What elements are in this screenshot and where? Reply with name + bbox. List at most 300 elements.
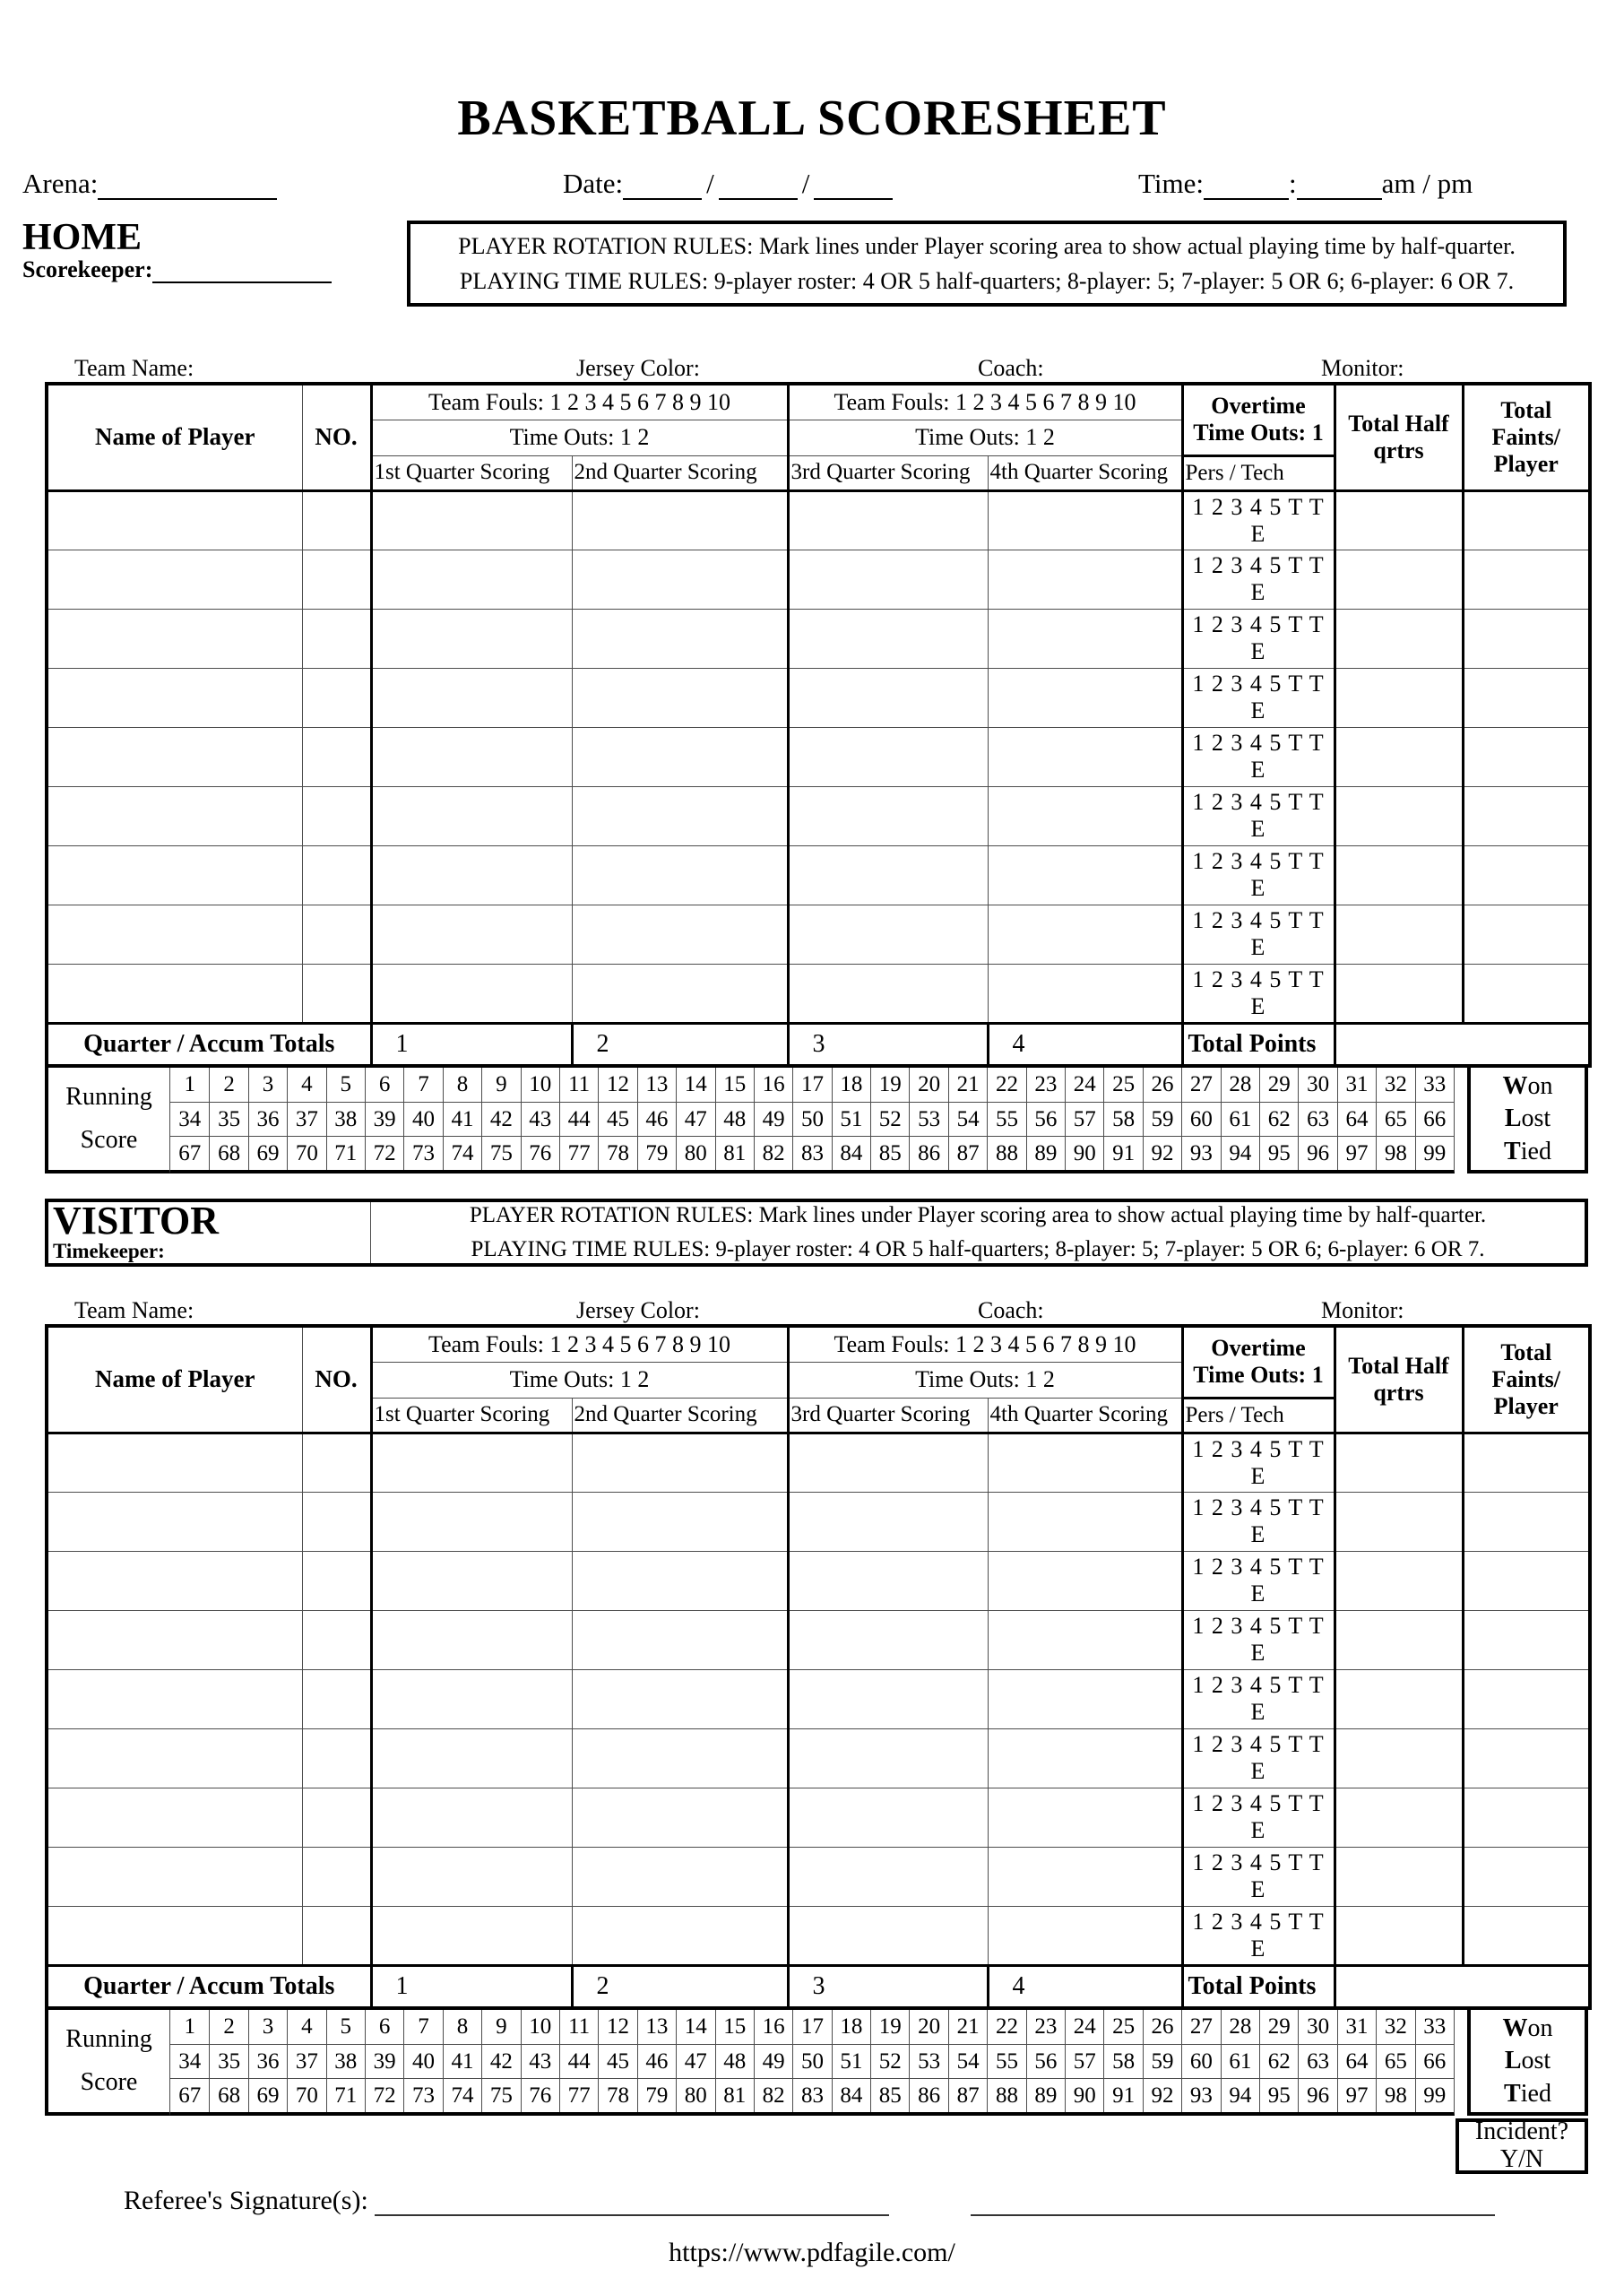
personal-tech-fouls-cell[interactable]: 1 2 3 4 5 T T E — [1182, 845, 1335, 905]
running-score-cell[interactable]: 89 — [1026, 1136, 1065, 1170]
player-name-cell[interactable] — [47, 964, 302, 1023]
running-score-cell[interactable]: 15 — [715, 2010, 754, 2044]
running-score-cell[interactable]: 66 — [1415, 1102, 1454, 1136]
running-score-cell[interactable]: 93 — [1181, 2078, 1220, 2112]
q4-scoring-cell[interactable] — [988, 1847, 1182, 1906]
running-score-cell[interactable]: 76 — [521, 2078, 559, 2112]
running-score-cell[interactable]: 98 — [1376, 1136, 1414, 1170]
running-score-cell[interactable]: 34 — [170, 2044, 209, 2078]
running-score-cell[interactable]: 14 — [676, 2010, 714, 2044]
personal-tech-fouls-cell[interactable]: 1 2 3 4 5 T T E — [1182, 1669, 1335, 1728]
q2-scoring-cell[interactable] — [572, 550, 788, 609]
running-score-cell[interactable]: 32 — [1376, 2010, 1414, 2044]
player-number-cell[interactable] — [302, 964, 371, 1023]
running-score-cell[interactable]: 29 — [1259, 2010, 1298, 2044]
running-score-cell[interactable]: 45 — [598, 1102, 636, 1136]
personal-tech-fouls-cell[interactable]: 1 2 3 4 5 T T E — [1182, 727, 1335, 786]
personal-tech-fouls-cell[interactable]: 1 2 3 4 5 T T E — [1182, 1610, 1335, 1669]
running-score-cell[interactable]: 20 — [909, 1068, 947, 1102]
q2-scoring-cell[interactable] — [572, 1728, 788, 1788]
team-fouls-header-first-half[interactable]: Team Fouls: 1 2 3 4 5 6 7 8 9 10 — [371, 384, 788, 420]
running-score-cell[interactable]: 38 — [326, 1102, 365, 1136]
running-score-cell[interactable]: 74 — [443, 1136, 481, 1170]
running-score-cell[interactable]: 35 — [209, 1102, 247, 1136]
running-score-cell[interactable]: 50 — [792, 2044, 831, 2078]
running-score-cell[interactable]: 86 — [909, 1136, 947, 1170]
running-score-cell[interactable]: 42 — [481, 1102, 520, 1136]
running-score-cell[interactable]: 58 — [1103, 2044, 1142, 2078]
running-score-cell[interactable]: 63 — [1298, 2044, 1336, 2078]
personal-tech-fouls-cell[interactable]: 1 2 3 4 5 T T E — [1182, 1788, 1335, 1847]
running-score-cell[interactable]: 41 — [443, 2044, 481, 2078]
running-score-cell[interactable]: 80 — [676, 1136, 714, 1170]
running-score-cell[interactable]: 28 — [1221, 1068, 1259, 1102]
total-fouls-player-cell[interactable] — [1463, 1551, 1590, 1610]
total-fouls-player-cell[interactable] — [1463, 964, 1590, 1023]
q1-scoring-cell[interactable] — [371, 1847, 572, 1906]
q4-scoring-cell[interactable] — [988, 1728, 1182, 1788]
running-score-cell[interactable]: 36 — [248, 2044, 287, 2078]
personal-tech-fouls-cell[interactable]: 1 2 3 4 5 T T E — [1182, 786, 1335, 845]
running-score-cell[interactable]: 27 — [1181, 2010, 1220, 2044]
running-score-cell[interactable]: 98 — [1376, 2078, 1414, 2112]
player-number-cell[interactable] — [302, 1847, 371, 1906]
running-score-cell[interactable]: 56 — [1026, 1102, 1065, 1136]
running-score-cell[interactable]: 6 — [365, 2010, 403, 2044]
total-half-qtrs-cell[interactable] — [1335, 550, 1463, 609]
running-score-cell[interactable]: 90 — [1065, 1136, 1103, 1170]
running-score-cell[interactable]: 62 — [1259, 2044, 1298, 2078]
total-fouls-player-cell[interactable] — [1463, 1788, 1590, 1847]
q4-scoring-cell[interactable] — [988, 1610, 1182, 1669]
running-score-cell[interactable]: 92 — [1143, 1136, 1181, 1170]
running-score-cell[interactable]: 85 — [870, 2078, 909, 2112]
running-score-cell[interactable]: 39 — [365, 1102, 403, 1136]
running-score-cell[interactable]: 50 — [792, 1102, 831, 1136]
q4-scoring-cell[interactable] — [988, 668, 1182, 727]
running-score-cell[interactable]: 69 — [248, 1136, 287, 1170]
player-name-cell[interactable] — [47, 1433, 302, 1492]
total-fouls-player-cell[interactable] — [1463, 905, 1590, 964]
running-score-cell[interactable]: 60 — [1181, 1102, 1220, 1136]
running-score-cell[interactable]: 4 — [287, 2010, 325, 2044]
incident-yn-option[interactable]: Y/N — [1499, 2145, 1544, 2173]
running-score-cell[interactable]: 31 — [1337, 2010, 1376, 2044]
q3-scoring-cell[interactable] — [788, 609, 988, 668]
running-score-cell[interactable]: 77 — [559, 2078, 598, 2112]
player-name-cell[interactable] — [47, 1906, 302, 1965]
personal-tech-fouls-cell[interactable]: 1 2 3 4 5 T T E — [1182, 1728, 1335, 1788]
q2-scoring-cell[interactable] — [572, 668, 788, 727]
total-fouls-player-cell[interactable] — [1463, 668, 1590, 727]
date-day-line[interactable] — [719, 171, 798, 200]
running-score-cell[interactable]: 25 — [1103, 1068, 1142, 1102]
q3-scoring-cell[interactable] — [788, 727, 988, 786]
running-score-cell[interactable]: 90 — [1065, 2078, 1103, 2112]
running-score-cell[interactable]: 99 — [1415, 1136, 1454, 1170]
running-score-cell[interactable]: 94 — [1221, 2078, 1259, 2112]
running-score-cell[interactable]: 35 — [209, 2044, 247, 2078]
running-score-cell[interactable]: 12 — [598, 1068, 636, 1102]
q4-scoring-cell[interactable] — [988, 1906, 1182, 1965]
running-score-cell[interactable]: 3 — [248, 2010, 287, 2044]
running-score-cell[interactable]: 73 — [403, 2078, 442, 2112]
total-fouls-player-cell[interactable] — [1463, 1906, 1590, 1965]
total-half-qtrs-cell[interactable] — [1335, 727, 1463, 786]
running-score-cell[interactable]: 82 — [754, 1136, 792, 1170]
lost-option[interactable]: Lost — [1504, 2047, 1551, 2074]
running-score-cell[interactable]: 43 — [521, 1102, 559, 1136]
running-score-cell[interactable]: 94 — [1221, 1136, 1259, 1170]
running-score-cell[interactable]: 59 — [1143, 2044, 1181, 2078]
running-score-cell[interactable]: 16 — [754, 1068, 792, 1102]
total-fouls-player-cell[interactable] — [1463, 727, 1590, 786]
q1-scoring-cell[interactable] — [371, 1788, 572, 1847]
player-number-cell[interactable] — [302, 490, 371, 550]
q1-scoring-cell[interactable] — [371, 1906, 572, 1965]
running-score-cell[interactable]: 31 — [1337, 1068, 1376, 1102]
running-score-cell[interactable]: 40 — [403, 2044, 442, 2078]
won-option[interactable]: Won — [1502, 2014, 1553, 2042]
quarter-2-total-cell[interactable]: 2 — [572, 1965, 788, 2008]
player-name-cell[interactable] — [47, 1788, 302, 1847]
timeouts-header-first-half[interactable]: Time Outs: 1 2 — [371, 1362, 788, 1398]
timeouts-header-second-half[interactable]: Time Outs: 1 2 — [788, 1362, 1182, 1398]
q3-scoring-cell[interactable] — [788, 1433, 988, 1492]
total-points-cell[interactable] — [1335, 1965, 1590, 2008]
running-score-cell[interactable]: 5 — [326, 2010, 365, 2044]
running-score-cell[interactable]: 16 — [754, 2010, 792, 2044]
running-score-cell[interactable]: 7 — [403, 2010, 442, 2044]
total-half-qtrs-cell[interactable] — [1335, 964, 1463, 1023]
running-score-cell[interactable]: 64 — [1337, 2044, 1376, 2078]
personal-tech-fouls-cell[interactable]: 1 2 3 4 5 T T E — [1182, 1492, 1335, 1551]
player-name-cell[interactable] — [47, 1669, 302, 1728]
total-half-qtrs-cell[interactable] — [1335, 1728, 1463, 1788]
q1-scoring-cell[interactable] — [371, 490, 572, 550]
running-score-cell[interactable]: 82 — [754, 2078, 792, 2112]
referee-signature-line-1[interactable] — [375, 2184, 889, 2216]
q1-scoring-cell[interactable] — [371, 905, 572, 964]
q1-scoring-cell[interactable] — [371, 786, 572, 845]
running-score-cell[interactable]: 75 — [481, 1136, 520, 1170]
player-number-cell[interactable] — [302, 845, 371, 905]
running-score-cell[interactable]: 37 — [287, 1102, 325, 1136]
running-score-cell[interactable]: 48 — [715, 2044, 754, 2078]
running-score-cell[interactable]: 57 — [1065, 2044, 1103, 2078]
overtime-timeouts-header[interactable] — [1182, 1326, 1335, 1398]
running-score-cell[interactable]: 9 — [481, 1068, 520, 1102]
running-score-cell[interactable]: 86 — [909, 2078, 947, 2112]
timeouts-header-first-half[interactable]: Time Outs: 1 2 — [371, 420, 788, 455]
total-half-qtrs-cell[interactable] — [1335, 1610, 1463, 1669]
running-score-cell[interactable]: 38 — [326, 2044, 365, 2078]
total-fouls-player-cell[interactable] — [1463, 1728, 1590, 1788]
quarter-1-total-cell[interactable]: 1 — [371, 1023, 572, 1066]
running-score-cell[interactable]: 54 — [948, 2044, 987, 2078]
quarter-4-total-cell[interactable]: 4 — [988, 1965, 1182, 2008]
running-score-cell[interactable]: 8 — [443, 1068, 481, 1102]
running-score-cell[interactable]: 27 — [1181, 1068, 1220, 1102]
running-score-cell[interactable]: 92 — [1143, 2078, 1181, 2112]
q3-scoring-cell[interactable] — [788, 1788, 988, 1847]
q3-scoring-cell[interactable] — [788, 1551, 988, 1610]
player-number-cell[interactable] — [302, 727, 371, 786]
running-score-cell[interactable]: 17 — [792, 1068, 831, 1102]
q2-scoring-cell[interactable] — [572, 786, 788, 845]
personal-tech-fouls-cell[interactable]: 1 2 3 4 5 T T E — [1182, 490, 1335, 550]
lost-option[interactable]: Lost — [1504, 1104, 1551, 1132]
running-score-cell[interactable]: 4 — [287, 1068, 325, 1102]
player-number-cell[interactable] — [302, 786, 371, 845]
player-name-cell[interactable] — [47, 1847, 302, 1906]
running-score-cell[interactable]: 65 — [1376, 2044, 1414, 2078]
running-score-cell[interactable]: 74 — [443, 2078, 481, 2112]
q2-scoring-cell[interactable] — [572, 1847, 788, 1906]
running-score-cell[interactable]: 76 — [521, 1136, 559, 1170]
q2-scoring-cell[interactable] — [572, 845, 788, 905]
team-fouls-header-second-half[interactable]: Team Fouls: 1 2 3 4 5 6 7 8 9 10 — [788, 1326, 1182, 1362]
total-half-qtrs-cell[interactable] — [1335, 1551, 1463, 1610]
running-score-cell[interactable]: 55 — [987, 1102, 1025, 1136]
running-score-cell[interactable]: 83 — [792, 1136, 831, 1170]
running-score-cell[interactable]: 72 — [365, 2078, 403, 2112]
running-score-cell[interactable]: 30 — [1298, 2010, 1336, 2044]
total-fouls-player-cell[interactable] — [1463, 1669, 1590, 1728]
q1-scoring-cell[interactable] — [371, 1492, 572, 1551]
q2-scoring-cell[interactable] — [572, 490, 788, 550]
running-score-cell[interactable]: 3 — [248, 1068, 287, 1102]
total-points-cell[interactable] — [1335, 1023, 1590, 1066]
q1-scoring-cell[interactable] — [371, 1433, 572, 1492]
running-score-cell[interactable]: 59 — [1143, 1102, 1181, 1136]
running-score-cell[interactable]: 10 — [521, 1068, 559, 1102]
running-score-cell[interactable]: 18 — [832, 2010, 870, 2044]
total-half-qtrs-cell[interactable] — [1335, 1669, 1463, 1728]
running-score-cell[interactable]: 64 — [1337, 1102, 1376, 1136]
running-score-cell[interactable]: 29 — [1259, 1068, 1298, 1102]
running-score-cell[interactable]: 34 — [170, 1102, 209, 1136]
total-fouls-player-cell[interactable] — [1463, 1433, 1590, 1492]
running-score-cell[interactable]: 24 — [1065, 2010, 1103, 2044]
player-number-cell[interactable] — [302, 905, 371, 964]
player-number-cell[interactable] — [302, 1728, 371, 1788]
total-fouls-player-cell[interactable] — [1463, 845, 1590, 905]
personal-tech-fouls-cell[interactable]: 1 2 3 4 5 T T E — [1182, 1906, 1335, 1965]
running-score-cell[interactable]: 21 — [948, 2010, 987, 2044]
running-score-cell[interactable]: 88 — [987, 1136, 1025, 1170]
team-fouls-header-first-half[interactable]: Team Fouls: 1 2 3 4 5 6 7 8 9 10 — [371, 1326, 788, 1362]
quarter-1-total-cell[interactable]: 1 — [371, 1965, 572, 2008]
running-score-cell[interactable]: 37 — [287, 2044, 325, 2078]
q3-scoring-cell[interactable] — [788, 1669, 988, 1728]
running-score-cell[interactable]: 47 — [676, 2044, 714, 2078]
running-score-cell[interactable]: 11 — [559, 1068, 598, 1102]
player-number-cell[interactable] — [302, 550, 371, 609]
running-score-cell[interactable]: 46 — [637, 1102, 676, 1136]
running-score-cell[interactable]: 61 — [1221, 2044, 1259, 2078]
player-number-cell[interactable] — [302, 1669, 371, 1728]
personal-tech-fouls-cell[interactable]: 1 2 3 4 5 T T E — [1182, 1551, 1335, 1610]
q1-scoring-cell[interactable] — [371, 1669, 572, 1728]
total-half-qtrs-cell[interactable] — [1335, 905, 1463, 964]
q3-scoring-cell[interactable] — [788, 964, 988, 1023]
running-score-cell[interactable]: 33 — [1415, 2010, 1454, 2044]
running-score-cell[interactable]: 67 — [170, 1136, 209, 1170]
running-score-cell[interactable]: 81 — [715, 2078, 754, 2112]
player-number-cell[interactable] — [302, 668, 371, 727]
running-score-cell[interactable]: 58 — [1103, 1102, 1142, 1136]
total-fouls-player-cell[interactable] — [1463, 1847, 1590, 1906]
overtime-timeouts-header[interactable] — [1182, 384, 1335, 455]
running-score-cell[interactable]: 60 — [1181, 2044, 1220, 2078]
date-month-line[interactable] — [623, 171, 702, 200]
q1-scoring-cell[interactable] — [371, 609, 572, 668]
running-score-cell[interactable]: 57 — [1065, 1102, 1103, 1136]
running-score-cell[interactable]: 19 — [870, 1068, 909, 1102]
personal-tech-fouls-cell[interactable]: 1 2 3 4 5 T T E — [1182, 905, 1335, 964]
running-score-cell[interactable]: 20 — [909, 2010, 947, 2044]
running-score-cell[interactable]: 42 — [481, 2044, 520, 2078]
quarter-3-total-cell[interactable]: 3 — [788, 1023, 988, 1066]
q4-scoring-cell[interactable] — [988, 1788, 1182, 1847]
running-score-cell[interactable]: 78 — [598, 1136, 636, 1170]
player-name-cell[interactable] — [47, 1728, 302, 1788]
running-score-cell[interactable]: 70 — [287, 2078, 325, 2112]
player-name-cell[interactable] — [47, 786, 302, 845]
running-score-cell[interactable]: 39 — [365, 2044, 403, 2078]
total-fouls-player-cell[interactable] — [1463, 609, 1590, 668]
running-score-cell[interactable]: 91 — [1103, 2078, 1142, 2112]
running-score-cell[interactable]: 32 — [1376, 1068, 1414, 1102]
quarter-3-total-cell[interactable]: 3 — [788, 1965, 988, 2008]
running-score-cell[interactable]: 53 — [909, 1102, 947, 1136]
running-score-cell[interactable]: 79 — [637, 2078, 676, 2112]
player-name-cell[interactable] — [47, 845, 302, 905]
q3-scoring-cell[interactable] — [788, 1728, 988, 1788]
running-score-cell[interactable]: 12 — [598, 2010, 636, 2044]
q2-scoring-cell[interactable] — [572, 1551, 788, 1610]
total-half-qtrs-cell[interactable] — [1335, 786, 1463, 845]
q4-scoring-cell[interactable] — [988, 609, 1182, 668]
player-name-cell[interactable] — [47, 490, 302, 550]
running-score-cell[interactable]: 46 — [637, 2044, 676, 2078]
running-score-cell[interactable]: 78 — [598, 2078, 636, 2112]
running-score-cell[interactable]: 5 — [326, 1068, 365, 1102]
q2-scoring-cell[interactable] — [572, 905, 788, 964]
q4-scoring-cell[interactable] — [988, 550, 1182, 609]
running-score-cell[interactable]: 52 — [870, 1102, 909, 1136]
running-score-cell[interactable]: 41 — [443, 1102, 481, 1136]
total-half-qtrs-cell[interactable] — [1335, 1433, 1463, 1492]
running-score-cell[interactable]: 10 — [521, 2010, 559, 2044]
running-score-cell[interactable]: 63 — [1298, 1102, 1336, 1136]
q4-scoring-cell[interactable] — [988, 786, 1182, 845]
running-score-cell[interactable]: 2 — [209, 1068, 247, 1102]
q2-scoring-cell[interactable] — [572, 609, 788, 668]
q2-scoring-cell[interactable] — [572, 1433, 788, 1492]
personal-tech-fouls-cell[interactable]: 1 2 3 4 5 T T E — [1182, 1433, 1335, 1492]
player-name-cell[interactable] — [47, 1610, 302, 1669]
q3-scoring-cell[interactable] — [788, 1610, 988, 1669]
timeouts-header-second-half[interactable]: Time Outs: 1 2 — [788, 420, 1182, 455]
running-score-cell[interactable]: 80 — [676, 2078, 714, 2112]
running-score-cell[interactable]: 77 — [559, 1136, 598, 1170]
running-score-cell[interactable]: 67 — [170, 2078, 209, 2112]
running-score-cell[interactable]: 45 — [598, 2044, 636, 2078]
q3-scoring-cell[interactable] — [788, 668, 988, 727]
q3-scoring-cell[interactable] — [788, 905, 988, 964]
running-score-cell[interactable]: 95 — [1259, 1136, 1298, 1170]
running-score-cell[interactable]: 65 — [1376, 1102, 1414, 1136]
total-fouls-player-cell[interactable] — [1463, 490, 1590, 550]
running-score-cell[interactable]: 68 — [209, 1136, 247, 1170]
tied-option[interactable]: Tied — [1504, 2079, 1551, 2108]
q3-scoring-cell[interactable] — [788, 1847, 988, 1906]
running-score-cell[interactable]: 49 — [754, 1102, 792, 1136]
running-score-cell[interactable]: 88 — [987, 2078, 1025, 2112]
running-score-cell[interactable]: 83 — [792, 2078, 831, 2112]
running-score-cell[interactable]: 1 — [184, 1072, 195, 1096]
total-half-qtrs-cell[interactable] — [1335, 1788, 1463, 1847]
player-number-cell[interactable] — [302, 1551, 371, 1610]
running-score-cell[interactable]: 71 — [326, 2078, 365, 2112]
player-number-cell[interactable] — [302, 1433, 371, 1492]
running-score-cell[interactable]: 43 — [521, 2044, 559, 2078]
running-score-cell[interactable]: 72 — [365, 1136, 403, 1170]
running-score-cell[interactable]: 14 — [676, 1068, 714, 1102]
running-score-cell[interactable]: 95 — [1259, 2078, 1298, 2112]
q3-scoring-cell[interactable] — [788, 845, 988, 905]
running-score-cell[interactable]: 99 — [1415, 2078, 1454, 2112]
player-number-cell[interactable] — [302, 1492, 371, 1551]
running-score-cell[interactable]: 73 — [403, 1136, 442, 1170]
running-score-cell[interactable]: 84 — [832, 2078, 870, 2112]
q4-scoring-cell[interactable] — [988, 1669, 1182, 1728]
running-score-cell[interactable]: 68 — [209, 2078, 247, 2112]
running-score-cell[interactable]: 49 — [754, 2044, 792, 2078]
running-score-cell[interactable]: 6 — [365, 1068, 403, 1102]
q2-scoring-cell[interactable] — [572, 1788, 788, 1847]
team-fouls-header-second-half[interactable]: Team Fouls: 1 2 3 4 5 6 7 8 9 10 — [788, 384, 1182, 420]
running-score-cell[interactable]: 97 — [1337, 2078, 1376, 2112]
q4-scoring-cell[interactable] — [988, 1492, 1182, 1551]
running-score-cell[interactable]: 25 — [1103, 2010, 1142, 2044]
running-score-cell[interactable]: 30 — [1298, 1068, 1336, 1102]
player-number-cell[interactable] — [302, 1906, 371, 1965]
personal-tech-fouls-cell[interactable]: 1 2 3 4 5 T T E — [1182, 964, 1335, 1023]
running-score-cell[interactable]: 44 — [559, 2044, 598, 2078]
total-half-qtrs-cell[interactable] — [1335, 1847, 1463, 1906]
player-name-cell[interactable] — [47, 905, 302, 964]
running-score-cell[interactable]: 79 — [637, 1136, 676, 1170]
quarter-2-total-cell[interactable]: 2 — [572, 1023, 788, 1066]
running-score-cell[interactable]: 87 — [948, 2078, 987, 2112]
running-score-cell[interactable]: 1 — [184, 2014, 195, 2039]
running-score-cell[interactable]: 96 — [1298, 2078, 1336, 2112]
running-score-cell[interactable]: 22 — [987, 1068, 1025, 1102]
q3-scoring-cell[interactable] — [788, 550, 988, 609]
running-score-cell[interactable]: 70 — [287, 1136, 325, 1170]
q4-scoring-cell[interactable] — [988, 490, 1182, 550]
running-score-cell[interactable]: 33 — [1415, 1068, 1454, 1102]
running-score-cell[interactable]: 53 — [909, 2044, 947, 2078]
running-score-cell[interactable]: 54 — [948, 1102, 987, 1136]
total-half-qtrs-cell[interactable] — [1335, 1906, 1463, 1965]
personal-tech-fouls-cell[interactable]: 1 2 3 4 5 T T E — [1182, 668, 1335, 727]
running-score-cell[interactable]: 91 — [1103, 1136, 1142, 1170]
q2-scoring-cell[interactable] — [572, 1610, 788, 1669]
